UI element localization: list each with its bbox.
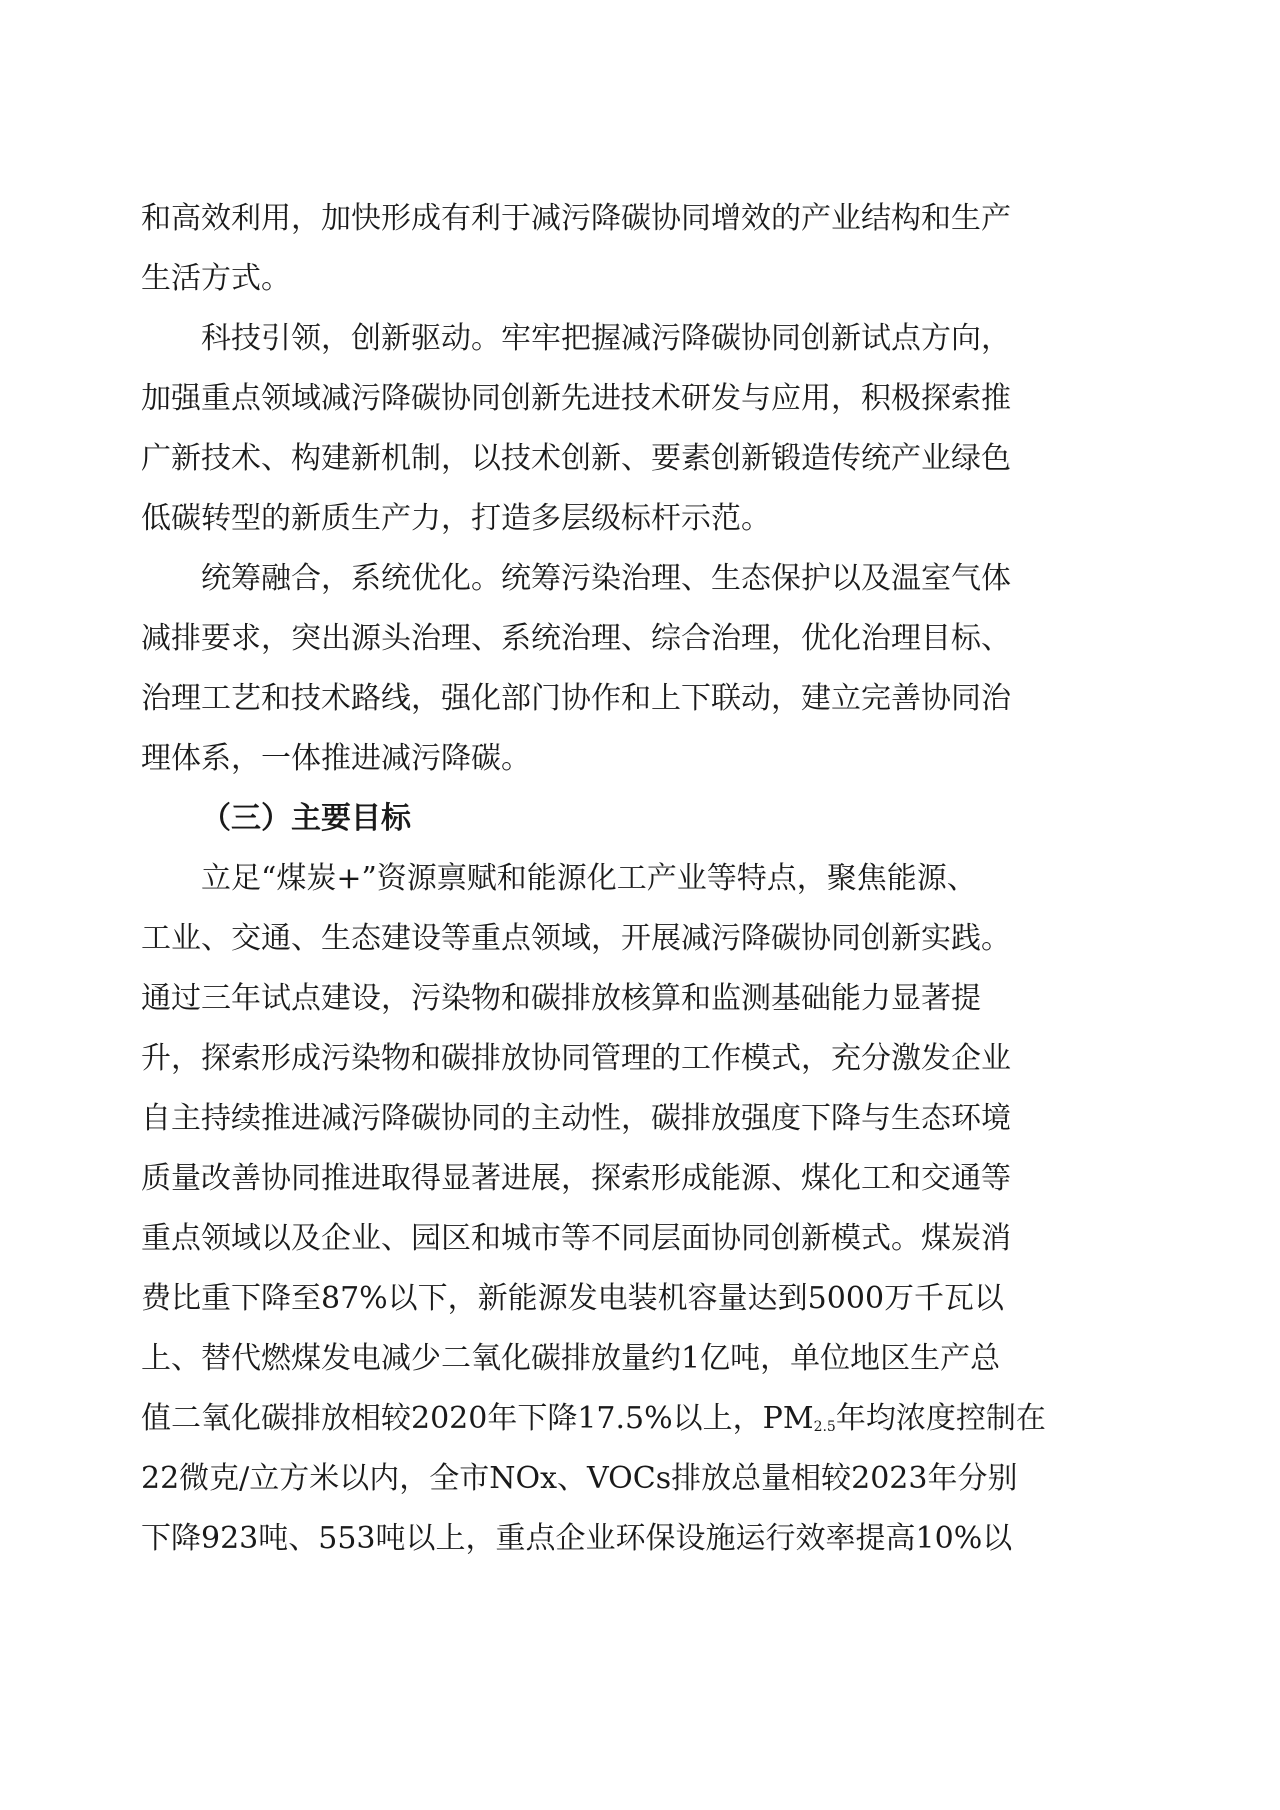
text-segment: 值二氧化碳排放相较2020年下降17.5%以上，PM <box>141 1401 814 1436</box>
text-line: 科技引领，创新驱动。牢牢把握减污降碳协同创新试点方向， <box>201 321 1011 356</box>
text-line: 通过三年试点建设，污染物和碳排放核算和监测基础能力显著提 <box>141 981 981 1016</box>
text-line: 广新技术、构建新机制，以技术创新、要素创新锻造传统产业绿色 <box>141 441 1011 476</box>
text-line: 费比重下降至87%以下，新能源发电装机容量达到5000万千瓦以 <box>141 1281 1005 1316</box>
text-line: 和高效利用，加快形成有利于减污降碳协同增效的产业结构和生产 <box>141 201 1011 236</box>
text-line: 治理工艺和技术路线，强化部门协作和上下联动，建立完善协同治 <box>141 681 1011 716</box>
text-line: 减排要求，突出源头治理、系统治理、综合治理，优化治理目标、 <box>141 621 1011 656</box>
text-line-pm25 <box>141 1389 1141 1449</box>
text-line: 统筹融合，系统优化。统筹污染治理、生态保护以及温室气体 <box>201 561 1011 596</box>
text-line: 下降923吨、553吨以上，重点企业环保设施运行效率提高10%以 <box>141 1521 1013 1556</box>
text-line: 加强重点领域减污降碳协同创新先进技术研发与应用，积极探索推 <box>141 381 1011 416</box>
subscript: 2.5 <box>813 1419 836 1435</box>
text-line: 升，探索形成污染物和碳排放协同管理的工作模式，充分激发企业 <box>141 1041 1011 1076</box>
text-segment: 年均浓度控制在 <box>835 1401 1046 1436</box>
document-body <box>141 189 1141 1569</box>
text-line: 工业、交通、生态建设等重点领域，开展减污降碳协同创新实践。 <box>141 921 1011 956</box>
text-line: 生活方式。 <box>141 261 291 296</box>
text-line: 22微克/立方米以内，全市NOx、VOCs排放总量相较2023年分别 <box>141 1461 1018 1496</box>
text-line: 质量改善协同推进取得显著进展，探索形成能源、煤化工和交通等 <box>141 1161 1011 1196</box>
text-line: 理体系，一体推进减污降碳。 <box>141 741 531 776</box>
section-heading: （三）主要目标 <box>201 801 411 836</box>
text-line: 立足“煤炭+”资源禀赋和能源化工产业等特点，聚焦能源、 <box>201 861 977 896</box>
text-line: 上、替代燃煤发电减少二氧化碳排放量约1亿吨，单位地区生产总 <box>141 1341 1001 1376</box>
text-line: 自主持续推进减污降碳协同的主动性，碳排放强度下降与生态环境 <box>141 1101 1011 1136</box>
text-line: 低碳转型的新质生产力，打造多层级标杆示范。 <box>141 501 771 536</box>
text-line: 重点领域以及企业、园区和城市等不同层面协同创新模式。煤炭消 <box>141 1221 1011 1256</box>
